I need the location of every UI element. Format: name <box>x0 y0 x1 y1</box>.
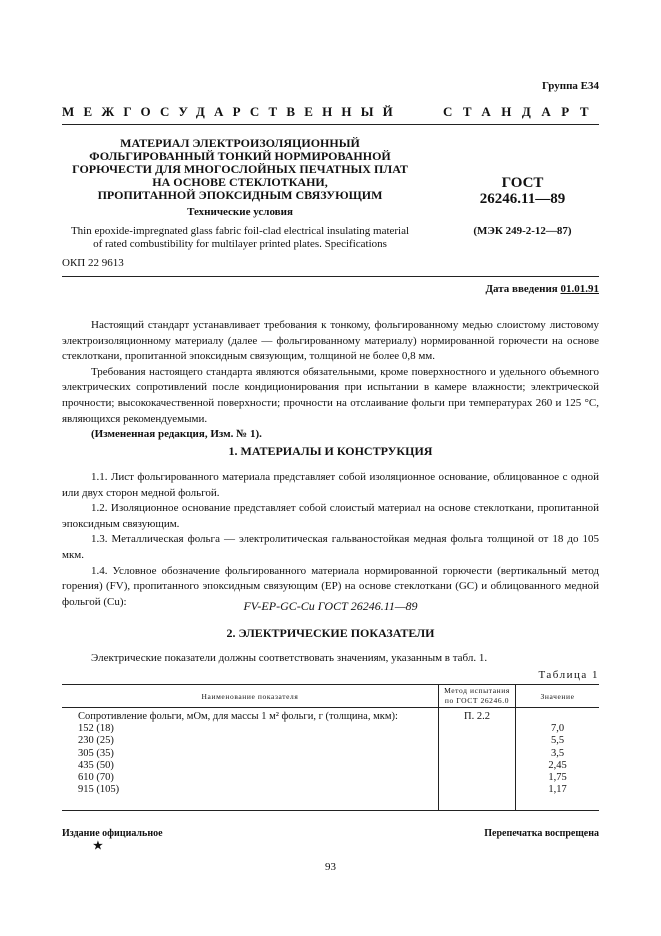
english-title-line: of rated combustibility for multilayer printed plates. Specifications <box>93 238 387 250</box>
table-row <box>62 723 599 735</box>
document-title <box>62 137 418 202</box>
header-method: Метод испытания по ГОСТ 26246.0 <box>439 685 516 708</box>
title-line: НА ОСНОВЕ СТЕКЛОТКАНИ, <box>152 175 328 189</box>
row-value: 3,5 <box>550 747 565 759</box>
standard-word-interstate: МЕЖГОСУДАРСТВЕННЫЙ <box>62 104 402 119</box>
table-caption: Таблица 1 <box>538 669 599 681</box>
header-value: Значение <box>516 685 600 708</box>
row-name: 230 (25) <box>78 735 114 747</box>
table-1 <box>62 684 599 811</box>
gost-number <box>445 175 600 207</box>
official-edition: Издание официальное <box>62 828 163 839</box>
table-end-row <box>62 796 599 811</box>
english-title <box>62 225 418 251</box>
clause-1-3: 1.3. Металлическая фольга — электролитическая гальваностойкая медная фольга толщиной от 18 до 105 мкм. <box>62 533 599 561</box>
title-line: МАТЕРИАЛ ЭЛЕКТРОИЗОЛЯЦИОННЫЙ <box>120 136 360 150</box>
table-row <box>62 708 599 724</box>
row-value: 2,45 <box>548 759 567 771</box>
row-name: 435 (50) <box>78 759 114 771</box>
title-line: ФОЛЬГИРОВАННЫЙ ТОНКИЙ НОРМИРОВАННОЙ <box>89 149 391 163</box>
clause-1-1: 1.1. Лист фольгированного материала представляет собой изоляционное основание, облицованное с одной или двух сторон медной фольгой. <box>62 471 599 499</box>
row-value: 1,75 <box>548 772 567 784</box>
group-method: П. 2.2 <box>439 708 516 724</box>
gost-label: ГОСТ <box>501 175 544 191</box>
english-title-line: Thin epoxide-impregnated glass fabric foil-clad electrical insulating material <box>70 225 410 237</box>
title-rule <box>62 276 599 277</box>
title-line: ПРОПИТАННОЙ ЭПОКСИДНЫМ СВЯЗУЮЩИМ <box>97 188 383 202</box>
group-label: Сопротивление фольги, мОм, для массы 1 м² фольги, г (толщина, мкм): <box>78 711 398 722</box>
row-name: 610 (70) <box>78 772 114 784</box>
mek-reference: (МЭК 249-2-12—87) <box>473 225 572 237</box>
section-2-paragraph: Электрические показатели должны соответствовать значениям, указанным в табл. 1. <box>91 652 488 664</box>
standard-word-standard: СТАНДАРТ <box>442 104 599 119</box>
row-name: 915 (105) <box>78 784 120 796</box>
intro-paragraph: Настоящий стандарт устанавливает требования к тонкому, фольгированному медью слоистому листовому электроизоляционному материалу (далее — фольгированному материалу) нормированной горючести на основе стеклоткани, пропитанной эпоксидным связующим, толщиной не более 0,8 мм. <box>62 319 599 363</box>
group-code: Группа Е34 <box>541 80 599 92</box>
reprint-prohibited: Перепечатка воспрещена <box>484 828 599 839</box>
clause-1-2: 1.2. Изоляционное основание представляет собой слоистый материал на основе стеклоткани, пропитанной эпоксидным связующим. <box>62 502 599 530</box>
star-icon: ★ <box>93 840 103 852</box>
table-row <box>62 784 599 796</box>
amendment-note: (Измененная редакция, Изм. № 1). <box>91 428 262 441</box>
table-row <box>62 760 599 772</box>
table-row <box>62 735 599 747</box>
table-header-row <box>62 685 599 708</box>
row-name: 152 (18) <box>78 723 114 735</box>
section-2-heading: 2. ЭЛЕКТРИЧЕСКИЕ ПОКАЗАТЕЛИ <box>226 626 435 640</box>
effective-date <box>485 283 599 295</box>
standard-banner <box>62 104 599 120</box>
title-line: ГОРЮЧЕСТИ ДЛЯ МНОГОСЛОЙНЫХ ПЕЧАТНЫХ ПЛАТ <box>72 162 408 176</box>
okp-code: ОКП 22 9613 <box>62 257 124 269</box>
section-2-text <box>62 651 599 667</box>
effective-date-value: 01.01.91 <box>560 283 599 295</box>
header-rule <box>62 124 599 125</box>
document-subtitle: Технические условия <box>187 206 293 218</box>
intro-paragraph: Требования настоящего стандарта являются обязательными, кроме поверхностного и удельного объемного электрических сопротивлений после кондиционирования при испытании в камере влажности; электрической прочности; высококачественной поверхности; прочности на отслаивание фольги при температурах 260 и 125 °С, являющихся рекомендуемыми. <box>62 365 599 425</box>
row-name: 305 (35) <box>78 747 114 759</box>
intro-text <box>62 318 599 443</box>
clause-1-4: 1.4. Условное обозначение фольгированного материала нормированной горючести (вертикальный метод горения) (FV), пропитанного эпоксидным связующим (ЕР) на основе стеклоткани (GC) и облицованного медной фольгой (Cu): <box>62 564 599 608</box>
row-value: 5,5 <box>550 735 565 747</box>
table-row <box>62 772 599 784</box>
row-value: 1,17 <box>548 784 567 796</box>
section-1-heading: 1. МАТЕРИАЛЫ И КОНСТРУКЦИЯ <box>228 444 433 458</box>
effective-date-label: Дата введения <box>485 283 558 295</box>
designation-formula: FV-EP-GC-Cu ГОСТ 26246.11—89 <box>243 599 418 613</box>
section-1-text <box>62 470 599 610</box>
gost-code: 26246.11—89 <box>479 191 566 207</box>
header-name: Наименование показателя <box>62 685 439 708</box>
table-row <box>62 748 599 760</box>
page-number: 93 <box>325 861 336 873</box>
row-value: 7,0 <box>550 723 565 735</box>
